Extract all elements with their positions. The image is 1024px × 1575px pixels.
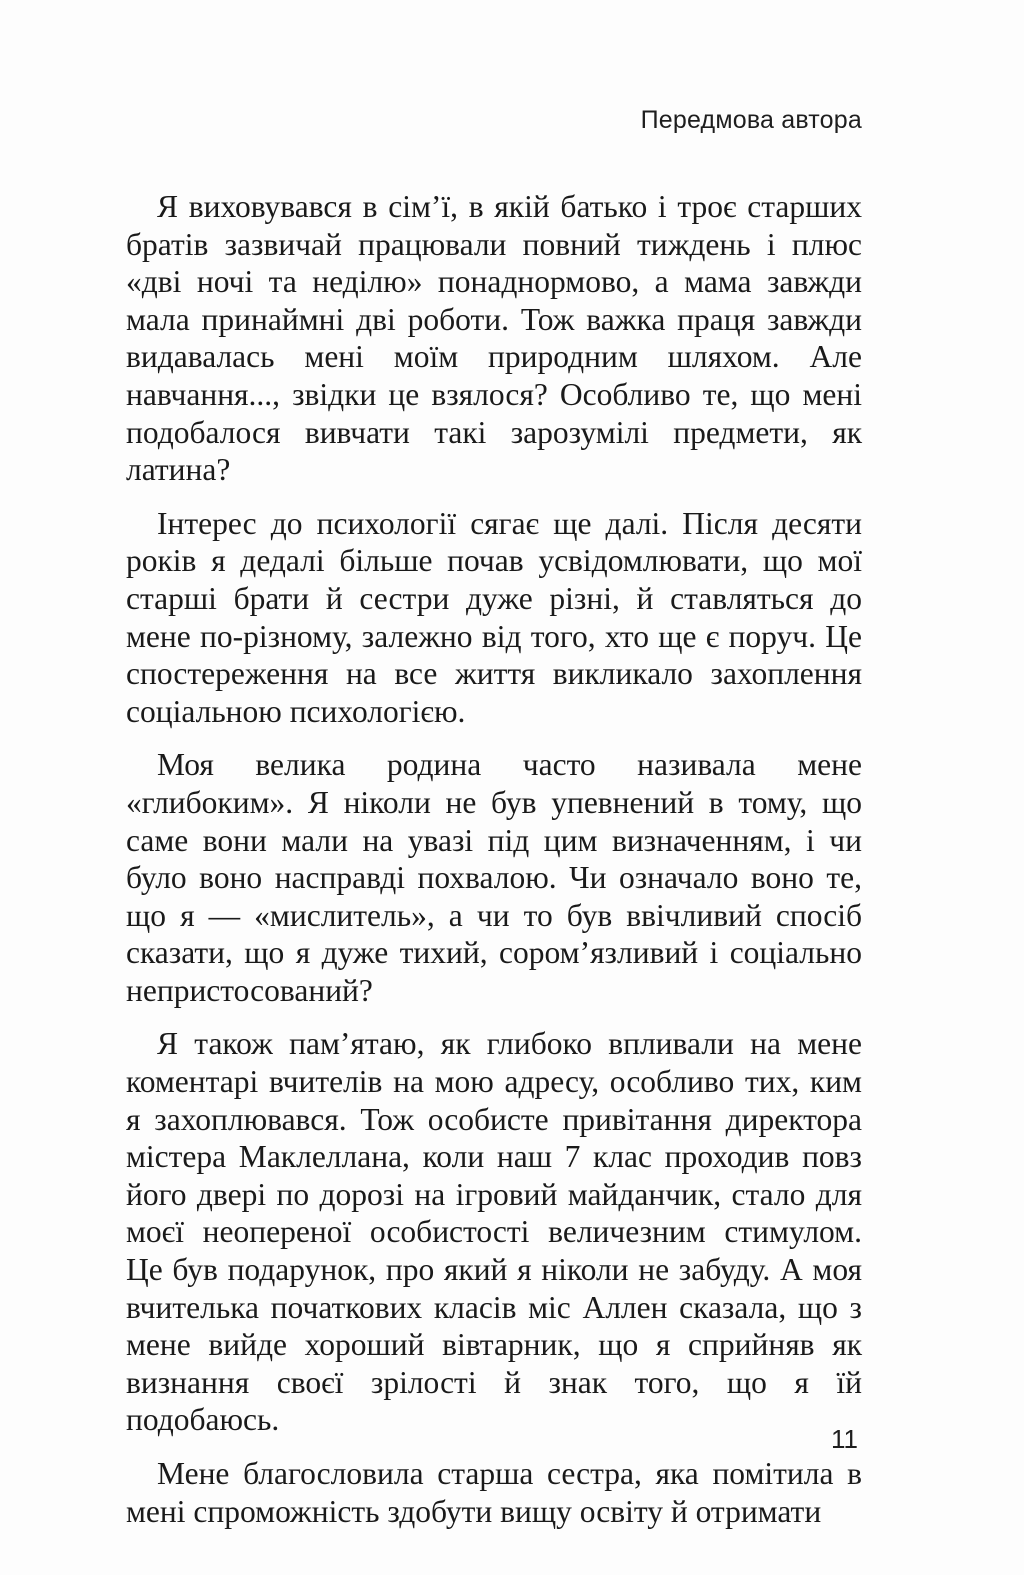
running-header-title: Передмова автора (640, 106, 862, 134)
paragraph-5: Мене благословила старша сестра, яка помітила в мені спроможність здобути вищу освіту й отримати (126, 1456, 862, 1529)
body-text (126, 188, 862, 1530)
paragraph-3: Моя велика родина часто називала мене «глибоким». Я ніколи не був упевнений в тому, що саме вони мали на увазі під цим визначенням, і чи було воно насправді похвалою. Чи означало воно те, що я — «мислитель», а чи то був ввічливий спосіб сказати, що я дуже тихий, сором’язливий і соціально непристосований? (126, 747, 862, 1008)
paragraph-2: Інтерес до психології сягає ще далі. Після десяти років я дедалі більше почав усвідомлювати, що мої старші брати й сестри дуже різні, й ставляться до мене по-різному, залежно від того, хто ще є поруч. Це спостереження на все життя викликало захоплення соціальною психологією. (126, 505, 862, 729)
paragraph-4: Я також пам’ятаю, як глибоко впливали на мене коментарі вчителів на мою адресу, особливо тих, ким я захоплювався. Тож особисте привітання директора містера Маклеллана, коли наш 7 клас проходив повз його двері по дорозі на ігровий майданчик, стало для моєї неопереної особистості величезним стимулом. Це був подарунок, про який я ніколи не забуду. А моя вчителька початкових класів міс Аллен сказала, що з мене вийде хороший вівтарник, що я сприйняв як визнання своєї зрілості й знак того, що я їй подобаюсь. (126, 1026, 862, 1438)
page-number: 11 (831, 1424, 858, 1454)
paragraph-1: Я виховувався в сім’ї, в якій батько і троє старших братів зазвичай працювали повний тиждень і плюс «дві ночі та неділю» понаднормово, а мама завжди мала принаймні дві роботи. Тож важка праця завжди видавалась мені моїм природним шляхом. Але навчання..., звідки це взялося? Особливо те, що мені подобалося вивчати такі зарозумілі предмети, як латина? (126, 189, 862, 488)
